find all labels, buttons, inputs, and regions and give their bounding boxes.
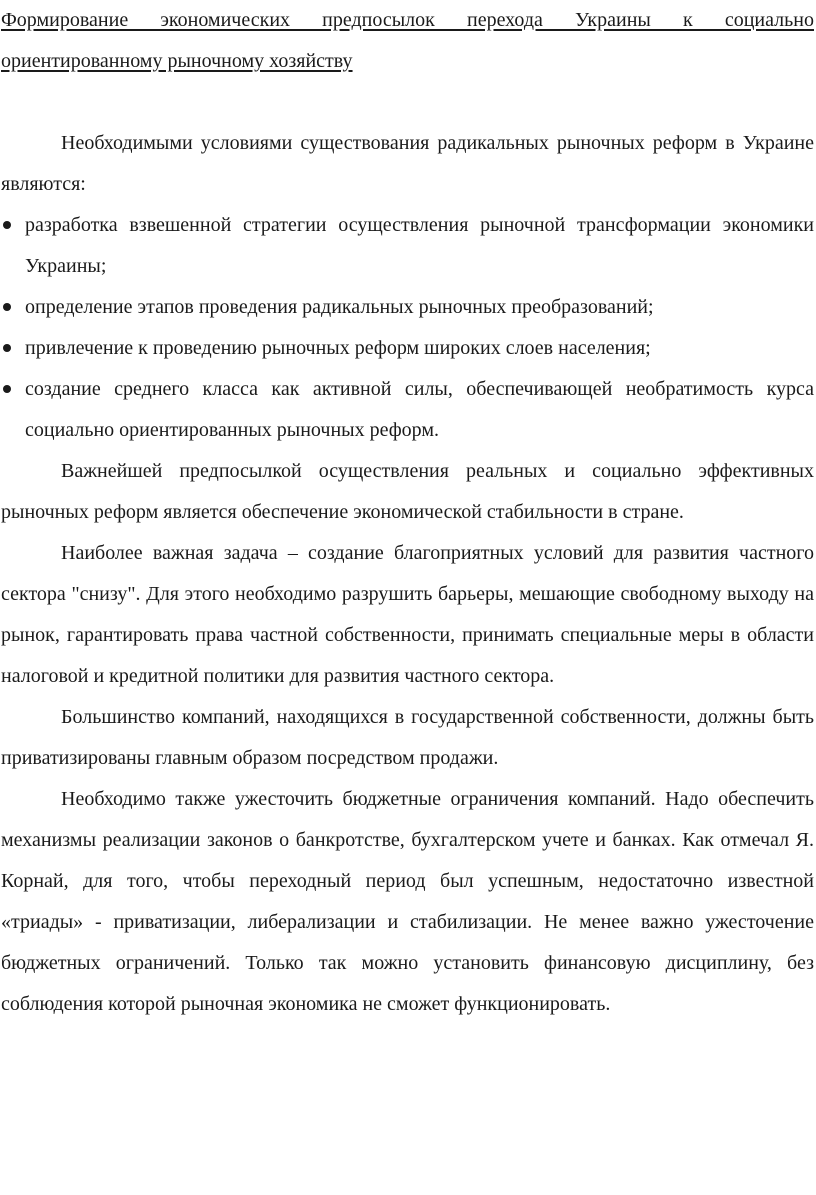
conditions-list [1, 205, 814, 451]
body-paragraph: Большинство компаний, находящихся в государственной собственности, должны быть приватизированы главным образом посредством продажи. [1, 706, 814, 769]
list-item [1, 369, 814, 451]
list-item-text: разработка взвешенной стратегии осуществления рыночной трансформации экономики Украины; [25, 214, 814, 277]
bullet-icon [3, 221, 11, 229]
list-item-text: создание среднего класса как активной силы, обеспечивающей необратимость курса социально ориентированных рыночных реформ. [25, 378, 814, 441]
list-item [1, 328, 814, 369]
body-paragraph: Важнейшей предпосылкой осуществления реальных и социально эффективных рыночных реформ является обеспечение экономической стабильности в стране. [1, 460, 814, 523]
spacer [1, 82, 814, 123]
list-item-text: определение этапов проведения радикальных рыночных преобразований; [25, 296, 654, 318]
bullet-icon [3, 344, 11, 352]
list-item-text: привлечение к проведению рыночных реформ широких слоев населения; [25, 337, 651, 359]
list-item [1, 287, 814, 328]
document-page [1, 0, 814, 1025]
body-paragraph: Необходимо также ужесточить бюджетные ограничения компаний. Надо обеспечить механизмы реализации законов о банкротстве, бухгалтерском учете и банках. Как отмечал Я. Корнай, для того, чтобы переходный период был успешным, недостаточно известной «триады» - приватизации, либерализации и стабилизации. Не менее важно ужесточение бюджетных ограничений. Только так можно установить финансовую дисциплину, без соблюдения которой рыночная экономика не сможет функционировать. [1, 788, 814, 1015]
document-title: Формирование экономических предпосылок перехода Украины к социально ориентированному рыночному хозяйству [1, 9, 814, 72]
intro-paragraph: Необходимыми условиями существования радикальных рыночных реформ в Украине являются: [1, 132, 814, 195]
list-item [1, 205, 814, 287]
bullet-icon [3, 303, 11, 311]
body-paragraph: Наиболее важная задача – создание благоприятных условий для развития частного сектора "снизу". Для этого необходимо разрушить барьеры, мешающие свободному выходу на рынок, гарантировать права частной собственности, принимать специальные меры в области налоговой и кредитной политики для развития частного сектора. [1, 542, 814, 687]
bullet-icon [3, 385, 11, 393]
